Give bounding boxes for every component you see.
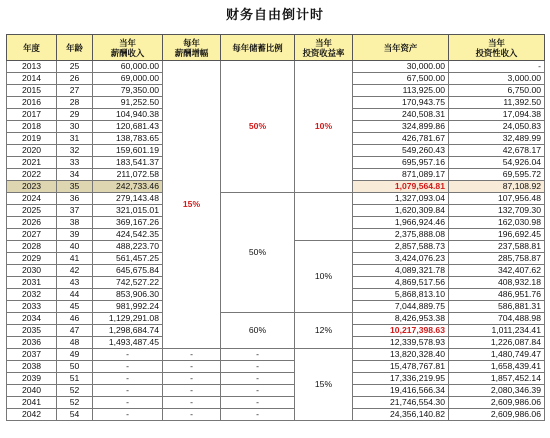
cell-assets: 170,943.75 bbox=[353, 97, 449, 109]
cell-increase: - bbox=[163, 409, 221, 421]
cell-salary: 1,129,291.08 bbox=[93, 313, 163, 325]
cell-year: 2023 bbox=[7, 181, 57, 193]
cell-year: 2036 bbox=[7, 337, 57, 349]
header-invest bbox=[449, 35, 545, 61]
cell-invest: 69,595.72 bbox=[449, 169, 545, 181]
cell-assets: 1,620,309.84 bbox=[353, 205, 449, 217]
table-row bbox=[7, 349, 545, 361]
cell-assets: 1,966,924.46 bbox=[353, 217, 449, 229]
cell-invest: 54,926.04 bbox=[449, 157, 545, 169]
cell-savings: - bbox=[221, 409, 295, 421]
cell-salary: 79,350.00 bbox=[93, 85, 163, 97]
cell-salary: 279,143.48 bbox=[93, 193, 163, 205]
cell-year: 2013 bbox=[7, 61, 57, 73]
cell-age: 37 bbox=[57, 205, 93, 217]
cell-assets: 10,217,398.63 bbox=[353, 325, 449, 337]
cell-age: 52 bbox=[57, 397, 93, 409]
cell-age: 25 bbox=[57, 61, 93, 73]
cell-salary: 159,601.19 bbox=[93, 145, 163, 157]
cell-salary: 424,542.35 bbox=[93, 229, 163, 241]
cell-savings: - bbox=[221, 385, 295, 397]
cell-assets: 30,000.00 bbox=[353, 61, 449, 73]
cell-salary: - bbox=[93, 349, 163, 361]
cell-assets: 2,375,888.08 bbox=[353, 229, 449, 241]
cell-assets: 19,416,566.34 bbox=[353, 385, 449, 397]
table-body bbox=[7, 61, 545, 421]
cell-age: 54 bbox=[57, 409, 93, 421]
cell-invest: 1,011,234.41 bbox=[449, 325, 545, 337]
cell-age: 31 bbox=[57, 133, 93, 145]
table-row bbox=[7, 193, 545, 205]
cell-age: 36 bbox=[57, 193, 93, 205]
cell-invest: 237,588.81 bbox=[449, 241, 545, 253]
table-row bbox=[7, 397, 545, 409]
cell-salary: - bbox=[93, 361, 163, 373]
cell-invest: 408,932.18 bbox=[449, 277, 545, 289]
cell-savings-merged-c: 60% bbox=[221, 313, 295, 349]
cell-assets: 871,089.17 bbox=[353, 169, 449, 181]
cell-salary: - bbox=[93, 373, 163, 385]
cell-invest: 162,030.98 bbox=[449, 217, 545, 229]
table-row bbox=[7, 385, 545, 397]
header-savings: 每年储蓄比例 bbox=[221, 35, 295, 61]
cell-year: 2024 bbox=[7, 193, 57, 205]
cell-year: 2041 bbox=[7, 397, 57, 409]
cell-salary: 1,298,684.74 bbox=[93, 325, 163, 337]
cell-savings: - bbox=[221, 349, 295, 361]
cell-year: 2017 bbox=[7, 109, 57, 121]
cell-assets: 4,869,517.56 bbox=[353, 277, 449, 289]
cell-return-merged-a: 10% bbox=[295, 61, 353, 193]
cell-year: 2018 bbox=[7, 121, 57, 133]
cell-age: 33 bbox=[57, 157, 93, 169]
cell-savings: - bbox=[221, 361, 295, 373]
cell-savings: - bbox=[221, 397, 295, 409]
cell-age: 49 bbox=[57, 349, 93, 361]
cell-invest: 285,758.87 bbox=[449, 253, 545, 265]
cell-assets: 67,500.00 bbox=[353, 73, 449, 85]
cell-age: 27 bbox=[57, 85, 93, 97]
cell-age: 38 bbox=[57, 217, 93, 229]
cell-assets: 1,327,093.04 bbox=[353, 193, 449, 205]
cell-age: 39 bbox=[57, 229, 93, 241]
header-salary-line1: 当年 bbox=[119, 37, 136, 48]
cell-salary: 561,457.25 bbox=[93, 253, 163, 265]
cell-invest: 1,658,439.41 bbox=[449, 361, 545, 373]
cell-assets: 24,356,140.82 bbox=[353, 409, 449, 421]
cell-salary: 211,072.58 bbox=[93, 169, 163, 181]
countdown-table bbox=[6, 34, 545, 421]
cell-savings-merged-a: 50% bbox=[221, 61, 295, 193]
cell-invest: 132,709.30 bbox=[449, 205, 545, 217]
cell-salary: 183,541.37 bbox=[93, 157, 163, 169]
header-return bbox=[295, 35, 353, 61]
cell-year: 2033 bbox=[7, 301, 57, 313]
cell-year: 2040 bbox=[7, 385, 57, 397]
table-row bbox=[7, 313, 545, 325]
cell-salary: 69,000.00 bbox=[93, 73, 163, 85]
cell-year: 2022 bbox=[7, 169, 57, 181]
cell-salary: 120,681.43 bbox=[93, 121, 163, 133]
cell-invest: 107,956.48 bbox=[449, 193, 545, 205]
cell-year: 2031 bbox=[7, 277, 57, 289]
table-row bbox=[7, 373, 545, 385]
cell-assets: 695,957.16 bbox=[353, 157, 449, 169]
cell-invest: 2,080,346.39 bbox=[449, 385, 545, 397]
cell-assets: 324,899.86 bbox=[353, 121, 449, 133]
cell-invest: - bbox=[449, 61, 545, 73]
cell-salary: 742,527.22 bbox=[93, 277, 163, 289]
cell-year: 2025 bbox=[7, 205, 57, 217]
cell-assets: 549,260.43 bbox=[353, 145, 449, 157]
cell-age: 41 bbox=[57, 253, 93, 265]
cell-increase: - bbox=[163, 397, 221, 409]
header-row bbox=[7, 35, 545, 61]
cell-salary: - bbox=[93, 397, 163, 409]
cell-invest: 87,108.92 bbox=[449, 181, 545, 193]
cell-year: 2021 bbox=[7, 157, 57, 169]
cell-assets: 12,339,578.93 bbox=[353, 337, 449, 349]
cell-invest: 32,489.99 bbox=[449, 133, 545, 145]
cell-invest: 2,609,986.06 bbox=[449, 397, 545, 409]
header-invest-line1: 当年 bbox=[488, 37, 505, 48]
cell-assets: 426,781.67 bbox=[353, 133, 449, 145]
cell-age: 28 bbox=[57, 97, 93, 109]
cell-age: 43 bbox=[57, 277, 93, 289]
cell-invest: 486,951.76 bbox=[449, 289, 545, 301]
cell-age: 50 bbox=[57, 361, 93, 373]
cell-assets: 3,424,076.23 bbox=[353, 253, 449, 265]
cell-invest: 1,226,087.84 bbox=[449, 337, 545, 349]
header-return-line1: 当年 bbox=[315, 37, 332, 48]
cell-age: 26 bbox=[57, 73, 93, 85]
cell-invest: 6,750.00 bbox=[449, 85, 545, 97]
cell-age: 40 bbox=[57, 241, 93, 253]
table-row bbox=[7, 361, 545, 373]
cell-year: 2032 bbox=[7, 289, 57, 301]
cell-year: 2030 bbox=[7, 265, 57, 277]
cell-year: 2015 bbox=[7, 85, 57, 97]
cell-salary: 242,733.46 bbox=[93, 181, 163, 193]
cell-invest: 2,609,986.06 bbox=[449, 409, 545, 421]
cell-increase: - bbox=[163, 349, 221, 361]
cell-age: 52 bbox=[57, 385, 93, 397]
cell-age: 51 bbox=[57, 373, 93, 385]
cell-salary: - bbox=[93, 409, 163, 421]
cell-assets: 4,089,321.78 bbox=[353, 265, 449, 277]
cell-assets: 240,508.31 bbox=[353, 109, 449, 121]
cell-age: 44 bbox=[57, 289, 93, 301]
cell-salary: 138,783.65 bbox=[93, 133, 163, 145]
cell-savings-merged-b: 50% bbox=[221, 193, 295, 313]
cell-increase: - bbox=[163, 361, 221, 373]
cell-invest: 1,480,749.47 bbox=[449, 349, 545, 361]
cell-invest: 342,407.62 bbox=[449, 265, 545, 277]
cell-increase: - bbox=[163, 373, 221, 385]
cell-invest: 24,050.83 bbox=[449, 121, 545, 133]
cell-salary: 981,992.24 bbox=[93, 301, 163, 313]
cell-age: 47 bbox=[57, 325, 93, 337]
cell-year: 2027 bbox=[7, 229, 57, 241]
cell-savings: - bbox=[221, 373, 295, 385]
cell-year: 2028 bbox=[7, 241, 57, 253]
cell-invest: 704,488.98 bbox=[449, 313, 545, 325]
cell-assets: 13,820,328.40 bbox=[353, 349, 449, 361]
cell-age: 48 bbox=[57, 337, 93, 349]
cell-year: 2038 bbox=[7, 361, 57, 373]
cell-return-merged-c: 12% bbox=[295, 313, 353, 349]
cell-age: 30 bbox=[57, 121, 93, 133]
cell-year: 2039 bbox=[7, 373, 57, 385]
cell-invest: 586,881.31 bbox=[449, 301, 545, 313]
cell-year: 2035 bbox=[7, 325, 57, 337]
cell-year: 2042 bbox=[7, 409, 57, 421]
cell-salary: 1,493,487.45 bbox=[93, 337, 163, 349]
cell-invest: 17,094.38 bbox=[449, 109, 545, 121]
cell-return-merged-d: 15% bbox=[295, 349, 353, 421]
cell-salary: 104,940.38 bbox=[93, 109, 163, 121]
cell-age: 42 bbox=[57, 265, 93, 277]
cell-age: 34 bbox=[57, 169, 93, 181]
cell-age: 45 bbox=[57, 301, 93, 313]
header-assets: 当年资产 bbox=[353, 35, 449, 61]
cell-year: 2020 bbox=[7, 145, 57, 157]
cell-assets: 7,044,889.75 bbox=[353, 301, 449, 313]
cell-salary: 488,223.70 bbox=[93, 241, 163, 253]
cell-return-merged-b-blank bbox=[295, 193, 353, 241]
cell-assets: 15,478,767.81 bbox=[353, 361, 449, 373]
cell-assets: 5,868,813.10 bbox=[353, 289, 449, 301]
cell-assets: 17,336,219.95 bbox=[353, 373, 449, 385]
cell-assets: 2,857,588.73 bbox=[353, 241, 449, 253]
cell-year: 2026 bbox=[7, 217, 57, 229]
cell-salary: - bbox=[93, 385, 163, 397]
header-age: 年龄 bbox=[57, 35, 93, 61]
cell-assets: 113,925.00 bbox=[353, 85, 449, 97]
cell-year: 2019 bbox=[7, 133, 57, 145]
header-increase-line2: 薪酬增幅 bbox=[174, 47, 209, 58]
cell-invest: 3,000.00 bbox=[449, 73, 545, 85]
sheet-title: 财务自由倒计时 bbox=[225, 8, 324, 23]
cell-age: 46 bbox=[57, 313, 93, 325]
header-invest-line2: 投资性收入 bbox=[475, 47, 518, 58]
cell-invest: 42,678.17 bbox=[449, 145, 545, 157]
cell-assets: 21,746,554.30 bbox=[353, 397, 449, 409]
table-row bbox=[7, 409, 545, 421]
cell-return-merged-b: 10% bbox=[295, 241, 353, 313]
cell-increase: - bbox=[163, 385, 221, 397]
cell-salary: 60,000.00 bbox=[93, 61, 163, 73]
cell-year: 2016 bbox=[7, 97, 57, 109]
cell-invest: 1,857,452.14 bbox=[449, 373, 545, 385]
cell-year: 2029 bbox=[7, 253, 57, 265]
cell-assets: 1,079,564.81 bbox=[353, 181, 449, 193]
cell-age: 29 bbox=[57, 109, 93, 121]
cell-salary: 853,906.30 bbox=[93, 289, 163, 301]
header-return-line2: 投资收益率 bbox=[302, 47, 345, 58]
cell-year: 2034 bbox=[7, 313, 57, 325]
cell-invest: 196,692.45 bbox=[449, 229, 545, 241]
header-salary-line2: 薪酬收入 bbox=[110, 47, 145, 58]
cell-invest: 11,392.50 bbox=[449, 97, 545, 109]
cell-age: 35 bbox=[57, 181, 93, 193]
table-row bbox=[7, 61, 545, 73]
header-salary bbox=[93, 35, 163, 61]
header-increase bbox=[163, 35, 221, 61]
cell-year: 2037 bbox=[7, 349, 57, 361]
cell-salary: 321,015.01 bbox=[93, 205, 163, 217]
cell-assets: 8,426,953.38 bbox=[353, 313, 449, 325]
cell-salary: 91,252.50 bbox=[93, 97, 163, 109]
cell-age: 32 bbox=[57, 145, 93, 157]
header-year: 年度 bbox=[7, 35, 57, 61]
cell-salary: 645,675.84 bbox=[93, 265, 163, 277]
header-increase-line1: 每年 bbox=[183, 37, 200, 48]
cell-salary: 369,167.26 bbox=[93, 217, 163, 229]
cell-salary-increase-merged: 15% bbox=[163, 61, 221, 349]
cell-year: 2014 bbox=[7, 73, 57, 85]
